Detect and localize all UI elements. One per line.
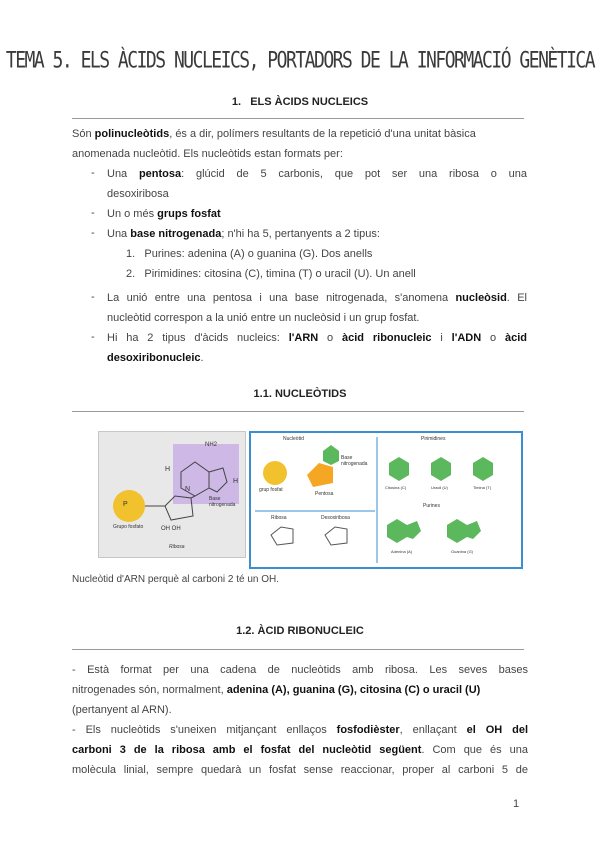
guanina-ring-6 [447,519,467,543]
label-uracil: Uracil (U) [431,485,448,490]
phosphate-circle [113,490,145,522]
citosina-ring [389,457,409,481]
page-number: 1 [513,798,520,810]
sub-item-purines: 1. Purines: adenina (A) o guanina (G). Dos anells [126,248,373,260]
intro-paragraph: Són polinucleòtids, és a dir, polímers resultants de la repetició d'una unitat bàsica anomenada nucleòtid. Els nucleòtids estan formats per: [72,128,476,160]
ribose-ring [271,527,293,545]
bullet-dash: - [91,207,95,219]
adenina-ring-5 [407,521,421,539]
label-guanina: Guanina (G) [451,549,474,554]
label-h: H [165,466,171,473]
label-base-nitrogenada: Base nitrogenada [209,496,236,508]
label-ribosa: Ribosa [271,515,287,521]
label-grupo-fosfato: Grupo fosfato [113,524,144,530]
label-nh2: NH2 [205,442,218,448]
bullet-dash: - [91,331,95,343]
phosphate-circle [263,461,287,485]
label-ribosa: Ribosa [169,544,185,550]
list-item-pentosa: Una pentosa: glúcid de 5 carbonis, que pot ser una ribosa o una desoxiribosa [107,168,527,200]
sub-item-pirimidines: 2. Pirimidines: citosina (C), timina (T) o uracil (U). Un anell [126,268,416,280]
label-desoxiribosa: Desoxiribosa [321,515,350,521]
figure-nucleotide-components [249,431,523,569]
desoxiribose-ring [325,527,347,545]
timina-ring [473,457,493,481]
label-pirimidines: Pirimidines [421,436,446,442]
list-item-fosfat: Un o més grups fosfat [107,208,221,220]
figure-caption: Nucleòtid d'ARN perquè al carboni 2 té un OH. [72,574,280,585]
ribonucleotide-diagram [99,432,245,557]
divider [72,649,524,650]
page-title: TEMA 5. ELS ÀCIDS NUCLEICS, PORTADORS DE LA INFORMACIÓ GENÈTICA [5,47,595,74]
purine-highlight [173,444,239,504]
arn-paragraph-2: - Els nucleòtids s'uneixen mitjançant enllaços fosfodièster, enllaçant el OH del carboni 3 de la ribosa amb el fosfat del nucleòtid següent. Com que és una molècula linial, sempre quedarà un fosfat sense reaccionar, proper al carboni 5 de [72,724,529,776]
arn-paragraph-1: - Està format per una cadena de nucleòtids amb ribosa. Les seves bases nitrogenades són, normalment, adenina (A), guanina (G), citosina (C) o uracil (U) (pertanyent al ARN). [72,664,528,716]
label-n: N [185,486,191,493]
section-heading-1 [0,96,600,108]
guanina-ring-5 [467,521,481,539]
label-base-nitrogenada: Base nitrogenada [341,455,368,467]
label-grup-fosfat: grup fosfat [259,487,283,493]
divider [72,411,524,412]
section-title: ELS ÀCIDS NUCLEICS [250,96,369,108]
label-oh: OH OH [161,526,181,532]
uracil-ring [431,457,451,481]
list-item-nucleosid: La unió entre una pentosa i una base nitrogenada, s'anomena nucleòsid. El nucleòtid correspon a la unió entre un nucleòsid i un grup fosfat. [107,292,527,324]
list-item-base: Una base nitrogenada; n'hi ha 5, pertanyents a 2 tipus: [107,228,380,240]
label-timina: Timina (T) [473,485,492,490]
base-shape [323,445,339,465]
bullet-dash: - [91,291,95,303]
label-pentosa: Pentosa [315,491,334,497]
figure-ribonucleotide [98,431,246,558]
pentose-shape [307,463,333,487]
section-number: 1. [231,96,242,108]
list-item-acids: Hi ha 2 tipus d'àcids nucleics: l'ARN o àcid ribonucleic i l'ADN o àcid desoxiribonucleic. [107,332,527,364]
label-citosina: Citosina (C) [385,485,407,490]
bullet-dash: - [91,227,95,239]
label-purines: Purines [423,503,440,509]
nucleotide-diagram [251,433,521,567]
label-adenina: Adenina (A) [391,549,413,554]
adenina-ring-6 [387,519,407,543]
label-p: P [123,501,128,508]
label-nucleotid: Nucleòtid [283,436,304,442]
section-heading-1-1: 1.1. NUCLEÒTIDS [253,388,347,400]
section-heading-1-2: 1.2. ÀCID RIBONUCLEIC [236,625,364,637]
label-h: H [233,478,239,485]
bullet-dash: - [91,167,95,179]
divider [72,118,524,119]
